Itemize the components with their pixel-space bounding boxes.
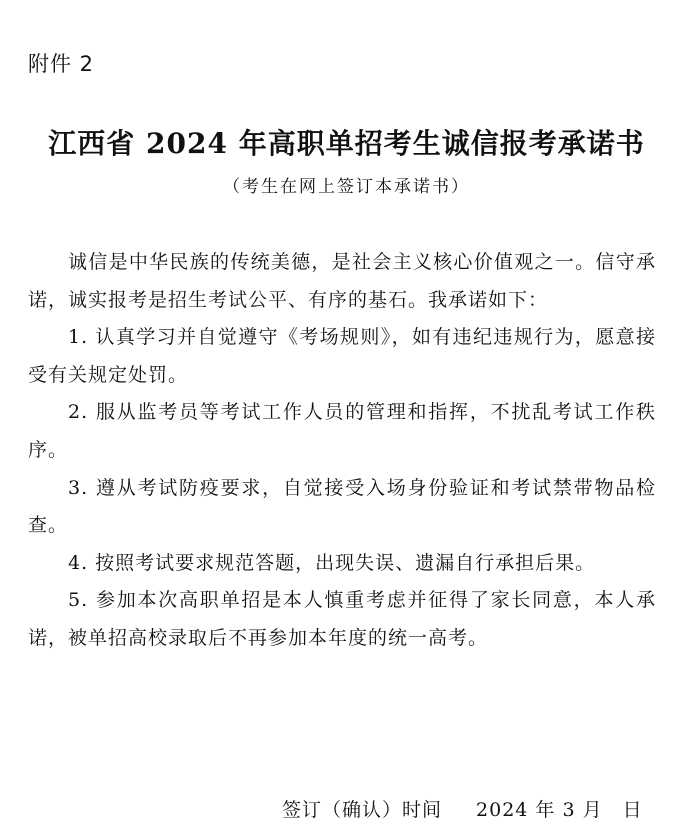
pledge-item-4: 4. 按照考试要求规范答题，出现失误、遗漏自行承担后果。 (68, 551, 596, 574)
pledge-item-5: 5. 参加本次高职单招是本人慎重考虑并征得了家长同意，本人承诺，被单招高校录取后不再参加本年度的统一高考。 (28, 589, 656, 649)
signing-line (282, 795, 643, 822)
attachment-label: 附件 2 (28, 52, 95, 76)
document-subtitle: （考生在网上签订本承诺书） (223, 177, 470, 197)
signing-date: 2024 年 3 月 日 (476, 799, 643, 821)
pledge-body (28, 244, 656, 658)
document-title: 江西省 2024 年高职单招考生诚信报考承诺书 (48, 127, 645, 160)
signing-label: 签订（确认）时间 (282, 799, 443, 821)
intro-paragraph: 诚信是中华民族的传统美德，是社会主义核心价值观之一。信守承诺，诚实报考是招生考试公平、有序的基石。我承诺如下： (28, 251, 656, 311)
pledge-item-3: 3. 遵从考试防疫要求，自觉接受入场身份验证和考试禁带物品检查。 (28, 476, 656, 537)
pledge-item-2: 2. 服从监考员等考试工作人员的管理和指挥，不扰乱考试工作秩序。 (28, 401, 656, 461)
pledge-item-1: 1. 认真学习并自觉遵守《考场规则》，如有违纪违规行为，愿意接受有关规定处罚。 (28, 326, 656, 386)
